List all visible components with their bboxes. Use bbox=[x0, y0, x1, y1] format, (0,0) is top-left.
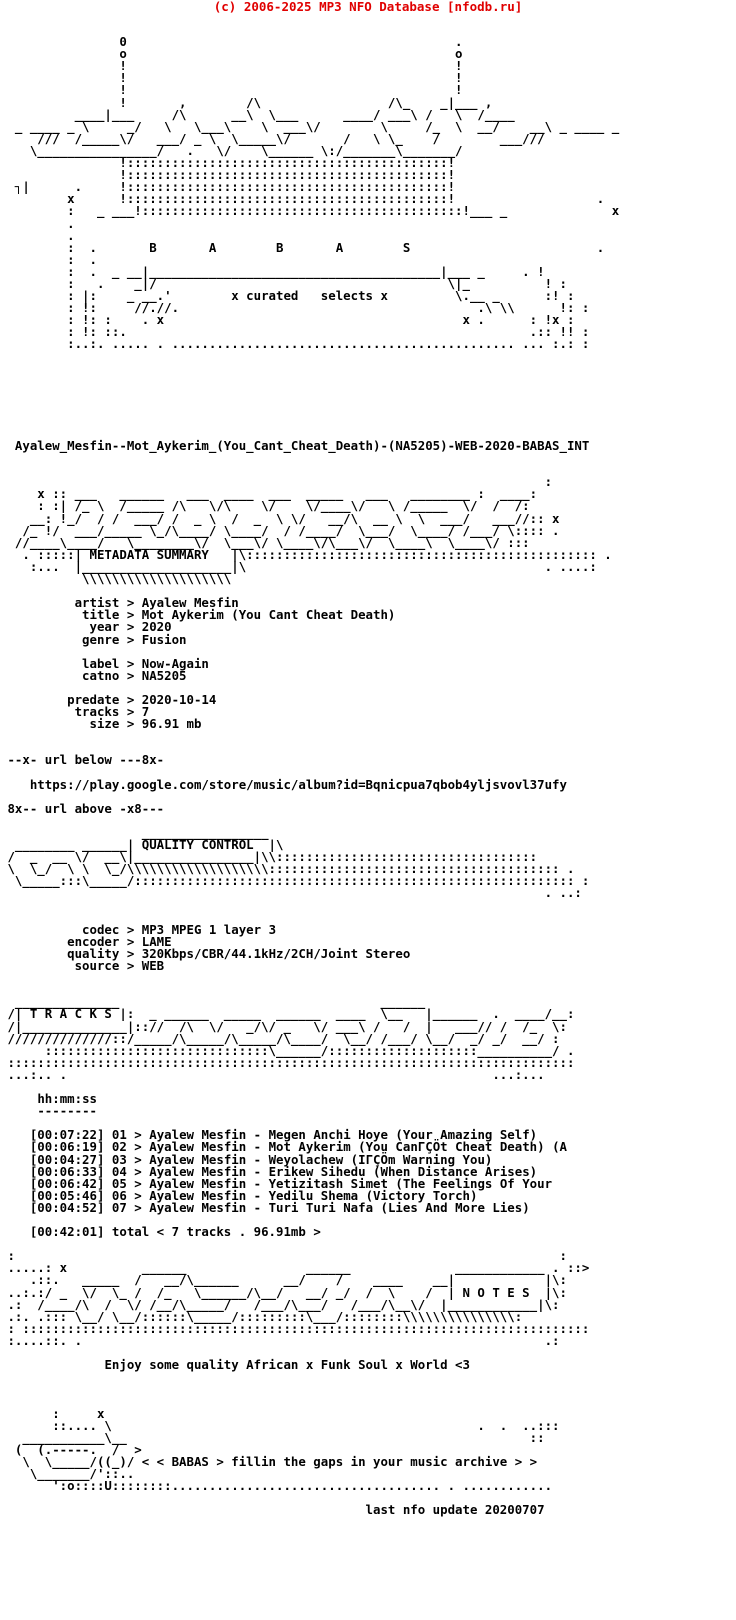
art-line: : . _ __|_______________________________________|___ _ . ! bbox=[0, 263, 545, 279]
quality-codec: codec > MP3 MPEG 1 layer 3 bbox=[0, 921, 277, 937]
art-line: : . B A B A S . bbox=[0, 239, 605, 255]
banner-line: .:. .::: \__/ \__/::::::\_____/:::::::::\___/::::::::\\\\\\\\\\\\\\\: bbox=[0, 1308, 523, 1324]
tracks-total-text: [00:42:01] total < 7 tracks . 96.91mb > bbox=[29, 1224, 321, 1240]
track-row: [00:06:33] 04 > Ayalew Mesfin - Erikew Sihedu (When Distance Arises) bbox=[29, 1163, 538, 1179]
tracks-banner: /| T R A C K S |: _ ______ _____ ______ ____ \__ |______ . ____/__: bbox=[0, 1006, 575, 1022]
quality-quality-value: 320Kbps/CBR/44.1kHz/2CH/Joint Stereo bbox=[141, 945, 411, 961]
meta-predate: predate > 2020-10-14 bbox=[0, 691, 217, 707]
tracks-header-text: hh:mm:ss bbox=[37, 1091, 97, 1107]
art-line: 0 . bbox=[0, 34, 463, 50]
track-number: 02 bbox=[111, 1139, 127, 1155]
banner-line: :... |____________________|\ . ....: bbox=[0, 558, 597, 574]
footer-line: ::.... \ . . ..::: bbox=[0, 1417, 560, 1433]
art-line: . bbox=[0, 215, 75, 231]
release-name bbox=[0, 440, 612, 452]
meta-size-value: 96.91 mb bbox=[141, 716, 202, 732]
meta-artist: artist > Ayalew Mesfin bbox=[0, 595, 239, 611]
track-time: [00:07:22] bbox=[29, 1127, 105, 1143]
banner-line: x :: ___ ______ ___ ____ ___ _____ ___ ________ : ____: bbox=[0, 486, 538, 502]
track-row: [00:06:42] 05 > Ayalew Mesfin - Yetizitash Simet (The Feelings Of Your bbox=[29, 1175, 553, 1191]
meta-size: size > 96.91 mb bbox=[0, 716, 202, 732]
art-line: : . _|/ \|_ ! : bbox=[0, 275, 567, 291]
banner-line: : : bbox=[0, 1248, 567, 1264]
metadata-summary-banner: . :::::| METADATA SUMMARY |\::::::::::::::::::::::::::::::::::::::::::::::: . bbox=[0, 546, 612, 562]
art-line: ____|___ /\ __\ \___ ____/ ___\ / \ /____ bbox=[0, 106, 515, 122]
art-line: ! ! bbox=[0, 58, 463, 74]
banner-line bbox=[0, 452, 612, 464]
track-time: [00:06:33] bbox=[29, 1163, 105, 1179]
meta-label: label > Now-Again bbox=[0, 655, 209, 671]
url-below-marker: --x- url below ---8x- bbox=[0, 752, 165, 768]
banner-line: \\\\\\\\\\\\\\\\\\\\ bbox=[0, 571, 232, 587]
art-line: \________________/ . \/ \______ \:/_______\_______/ bbox=[0, 142, 463, 158]
track-number: 07 bbox=[111, 1199, 127, 1215]
quality-codec-value: MP3 MPEG 1 layer 3 bbox=[141, 921, 277, 937]
banner-line: : bbox=[0, 474, 553, 490]
meta-catno-value: NA5205 bbox=[141, 667, 187, 683]
banner-line: _________________ bbox=[0, 825, 269, 840]
banner-line: ::::::::::::::::::::::::::::::\______/::::::::::::::::::::__________/ . bbox=[0, 1042, 575, 1058]
track-row: [00:04:52] 07 > Ayalew Mesfin - Turi Turi Nafa (Lies And More Lies) bbox=[29, 1199, 530, 1215]
nfo-body bbox=[0, 440, 612, 1516]
footer-line: ':o::::U::::::::.................................... . ............ bbox=[0, 1478, 553, 1494]
track-time: [00:06:42] bbox=[29, 1175, 105, 1191]
banner-line: ...:.. . ...:... bbox=[0, 1066, 545, 1082]
notes-text: Enjoy some quality African x Funk Soul x World <3 bbox=[104, 1357, 470, 1373]
art-line: ! , /\ /\_ _|___ , bbox=[0, 94, 493, 110]
quality-source: source > WEB bbox=[0, 958, 165, 974]
banner-line: //////////////::/_____/\_____/\_____/\____/ \__/ /___/ \__/ _/ _/ __/ : bbox=[0, 1030, 560, 1046]
meta-tracks: tracks > 7 bbox=[0, 704, 150, 720]
meta-year-value: 2020 bbox=[141, 619, 172, 635]
art-line: ! ! bbox=[0, 70, 463, 86]
notes-line bbox=[0, 1359, 612, 1371]
track-name: Ayalew Mesfin - Megen Anchi Hoye (Your Amazing Self) bbox=[149, 1127, 538, 1143]
meta-year: year > 2020 bbox=[0, 619, 172, 635]
track-number: 01 bbox=[111, 1127, 127, 1143]
art-line: : !: //.//. .\ \\ !: : bbox=[0, 300, 590, 316]
banner-line: \ \_/ \ \ \_/\\\\\\\\\\\\\\\\\\\::::::::::::::::::::::::::::::::::::::: . bbox=[0, 861, 575, 877]
banner-line: \_____:::\_____/::::::::::::::::::::::::::::::::::::::::::::::::::::::::::: : bbox=[0, 873, 590, 889]
banner-line: /|______________|::// /\ \/ _/\/ _ \/ ___\ / / | ___// / /_ \: bbox=[0, 1018, 567, 1034]
banner-line: :::::::::::::::::::::::::::::::::::::::::::::::::::::::::::::::::::::::::::: bbox=[0, 1054, 575, 1070]
quality-source-value: WEB bbox=[141, 958, 165, 974]
notes-banner: ..:.:/ _ \/ \_ / /_ \______/\__/ __/ _/ / \ / | N O T E S |\: bbox=[0, 1284, 567, 1300]
quality-encoder-value: LAME bbox=[141, 933, 172, 949]
track-number: 06 bbox=[111, 1187, 127, 1203]
art-line: /// /_____\/ ___/ _ \ \_____\/ / \ \_ / ___/// bbox=[0, 130, 545, 146]
banner-line: .....: x ______ ______ ____________ . ::> bbox=[0, 1260, 590, 1276]
art-line: x !:::::::::::::::::::::::::::::::::::::::::::! . bbox=[0, 191, 605, 207]
tracks-rule-text: -------- bbox=[37, 1103, 97, 1119]
banner-line: . ..: bbox=[0, 885, 582, 901]
meta-artist-value: Ayalew Mesfin bbox=[141, 595, 239, 611]
track-time: [00:06:19] bbox=[29, 1139, 105, 1155]
meta-genre: genre > Fusion bbox=[0, 631, 187, 647]
footer-line: : x bbox=[0, 1405, 105, 1421]
art-line: . bbox=[0, 227, 75, 243]
track-row: [00:07:22] 01 > Ayalew Mesfin - Megen Anchi Hoye (Your Amazing Self) bbox=[29, 1127, 538, 1143]
meta-label-value: Now-Again bbox=[141, 655, 209, 671]
track-time: [00:04:52] bbox=[29, 1199, 105, 1215]
banner-line: : :::::::::::::::::::::::::::::::::::::::::::::::::::::::::::::::::::::::::::: bbox=[0, 1320, 590, 1336]
meta-predate-value: 2020-10-14 bbox=[141, 691, 217, 707]
meta-tracks-value: 7 bbox=[141, 704, 150, 720]
quality-quality: quality > 320Kbps/CBR/44.1kHz/2CH/Joint Stereo bbox=[0, 945, 411, 961]
art-line: : !: : . x x . : !x : bbox=[0, 312, 575, 328]
banner-line: __: !_/ / / ___/ / _ \ / _ \ \/ __/\ __ \ \ ___/ ___//:: x bbox=[0, 510, 560, 526]
track-row: [00:05:46] 06 > Ayalew Mesfin - Yedilu Shema (Victory Torch) bbox=[29, 1187, 478, 1203]
tracks-total bbox=[0, 1226, 612, 1238]
banner-line: / _ __ \/ __\|________________|\\::::::::::::::::::::::::::::::::::: bbox=[0, 849, 538, 865]
track-name: Ayalew Mesfin - Yedilu Shema (Victory Torch) bbox=[149, 1187, 478, 1203]
site-header: (c) 2006-2025 MP3 NFO Database [nfodb.ru] bbox=[213, 0, 523, 14]
track-row: [00:06:19] 02 > Ayalew Mesfin - Mot Aykerim (You CanΓÇÖt Cheat Death) (A bbox=[29, 1139, 567, 1155]
update-text: last nfo update 20200707 bbox=[365, 1502, 545, 1518]
art-line: ! ! bbox=[0, 82, 463, 98]
art-line: !:::::::::::::::::::::::::::::::::::::::::::! bbox=[0, 155, 456, 171]
banner-line: /_ !/ ___/_____ \_/\____/ \____/ / /____/ \___/ \____/ /___/ \:::: . bbox=[0, 522, 560, 538]
art-line: : !: ::. .:: !! : bbox=[0, 324, 590, 340]
release-text: Ayalew_Mesfin--Mot_Aykerim_(You_Cant_Cheat_Death)-(NA5205)-WEB-2020-BABAS_INT bbox=[14, 438, 590, 453]
art-line: : |: _ __.' x curated selects x \.__ _ :! : bbox=[0, 288, 575, 304]
meta-title-value: Mot Aykerim (You Cant Cheat Death) bbox=[141, 607, 396, 623]
banner-line: :....::. . .: bbox=[0, 1332, 560, 1348]
track-name: Ayalew Mesfin - Erikew Sihedu (When Distance Arises) bbox=[149, 1163, 538, 1179]
babas-logo-art bbox=[0, 24, 619, 351]
art-line: o o bbox=[0, 46, 463, 62]
track-name: Ayalew Mesfin - Weyolachew (IΓÇÖm Warning You) bbox=[149, 1151, 493, 1167]
footer-line: \_______/'::.. bbox=[0, 1465, 135, 1481]
art-line: _ ____ _ \ _/ \ \___\ \ ___\/ \ /_ \ __/ __\ _ ____ _ bbox=[0, 118, 620, 134]
track-name: Ayalew Mesfin - Turi Turi Nafa (Lies And More Lies) bbox=[149, 1199, 530, 1215]
track-row: [00:04:27] 03 > Ayalew Mesfin - Weyolachew (IΓÇÖm Warning You) bbox=[29, 1151, 493, 1167]
banner-line: ______________ ______ bbox=[0, 994, 426, 1010]
banner-line: .::. _____ / __/\______ __/ / ____ __| |\: bbox=[0, 1272, 567, 1288]
meta-genre-value: Fusion bbox=[141, 631, 187, 647]
track-number: 05 bbox=[111, 1175, 127, 1191]
track-name: Ayalew Mesfin - Mot Aykerim (You CanΓÇÖt Cheat Death) (A bbox=[149, 1139, 567, 1155]
track-number: 04 bbox=[111, 1163, 127, 1179]
art-line: ┐| . !:::::::::::::::::::::::::::::::::::::::::::! bbox=[0, 179, 456, 195]
meta-title: title > Mot Aykerim (You Cant Cheat Death) bbox=[0, 607, 396, 623]
track-time: [00:04:27] bbox=[29, 1151, 105, 1167]
babas-tagline: \ \_____/((_)/ < < BABAS > fillin the gaps in your music archive > > bbox=[0, 1453, 538, 1469]
track-time: [00:05:46] bbox=[29, 1187, 105, 1203]
footer-line: ( (.-----. / > bbox=[0, 1441, 142, 1457]
art-line: : _ ___!:::::::::::::::::::::::::::::::::::::::::::!___ _ x bbox=[0, 203, 620, 219]
url-line bbox=[0, 776, 612, 792]
url-above-marker: 8x-- url above -x8--- bbox=[0, 800, 165, 816]
quality-control-banner: ________ ______| QUALITY CONTROL |\ bbox=[0, 837, 284, 853]
banner-line: .: /____/\ / \/ /__/\_____/ /___/\___/ /___/\__\/ |____________|\: bbox=[0, 1296, 560, 1312]
update-line bbox=[0, 1504, 612, 1516]
banner-line: //____\____/ \________\/ \___\/ \____\/\___\/ \____\ \____\/ ::: bbox=[0, 534, 530, 550]
quality-encoder: encoder > LAME bbox=[0, 933, 172, 949]
footer-line: ___________\__ :: bbox=[0, 1429, 545, 1445]
tracks-rule bbox=[0, 1105, 612, 1117]
track-name: Ayalew Mesfin - Yetizitash Simet (The Feelings Of Your bbox=[149, 1175, 553, 1191]
art-line: !:::::::::::::::::::::::::::::::::::::::::::! bbox=[0, 167, 456, 183]
meta-catno: catno > NA5205 bbox=[0, 667, 187, 683]
art-line: : . bbox=[0, 251, 97, 267]
art-line: :..:. ..... . .............................................. ... :.: : bbox=[0, 336, 590, 352]
banner-line: : :| /_ \ /_____ /\ \/\ \/ \/____\/ \ /_____ \/ / /: bbox=[0, 498, 530, 514]
track-number: 03 bbox=[111, 1151, 127, 1167]
store-url-link[interactable]: https://play.google.com/store/music/album?id=Bqnicpua7qbob4yljsvovl37ufy bbox=[29, 776, 567, 792]
